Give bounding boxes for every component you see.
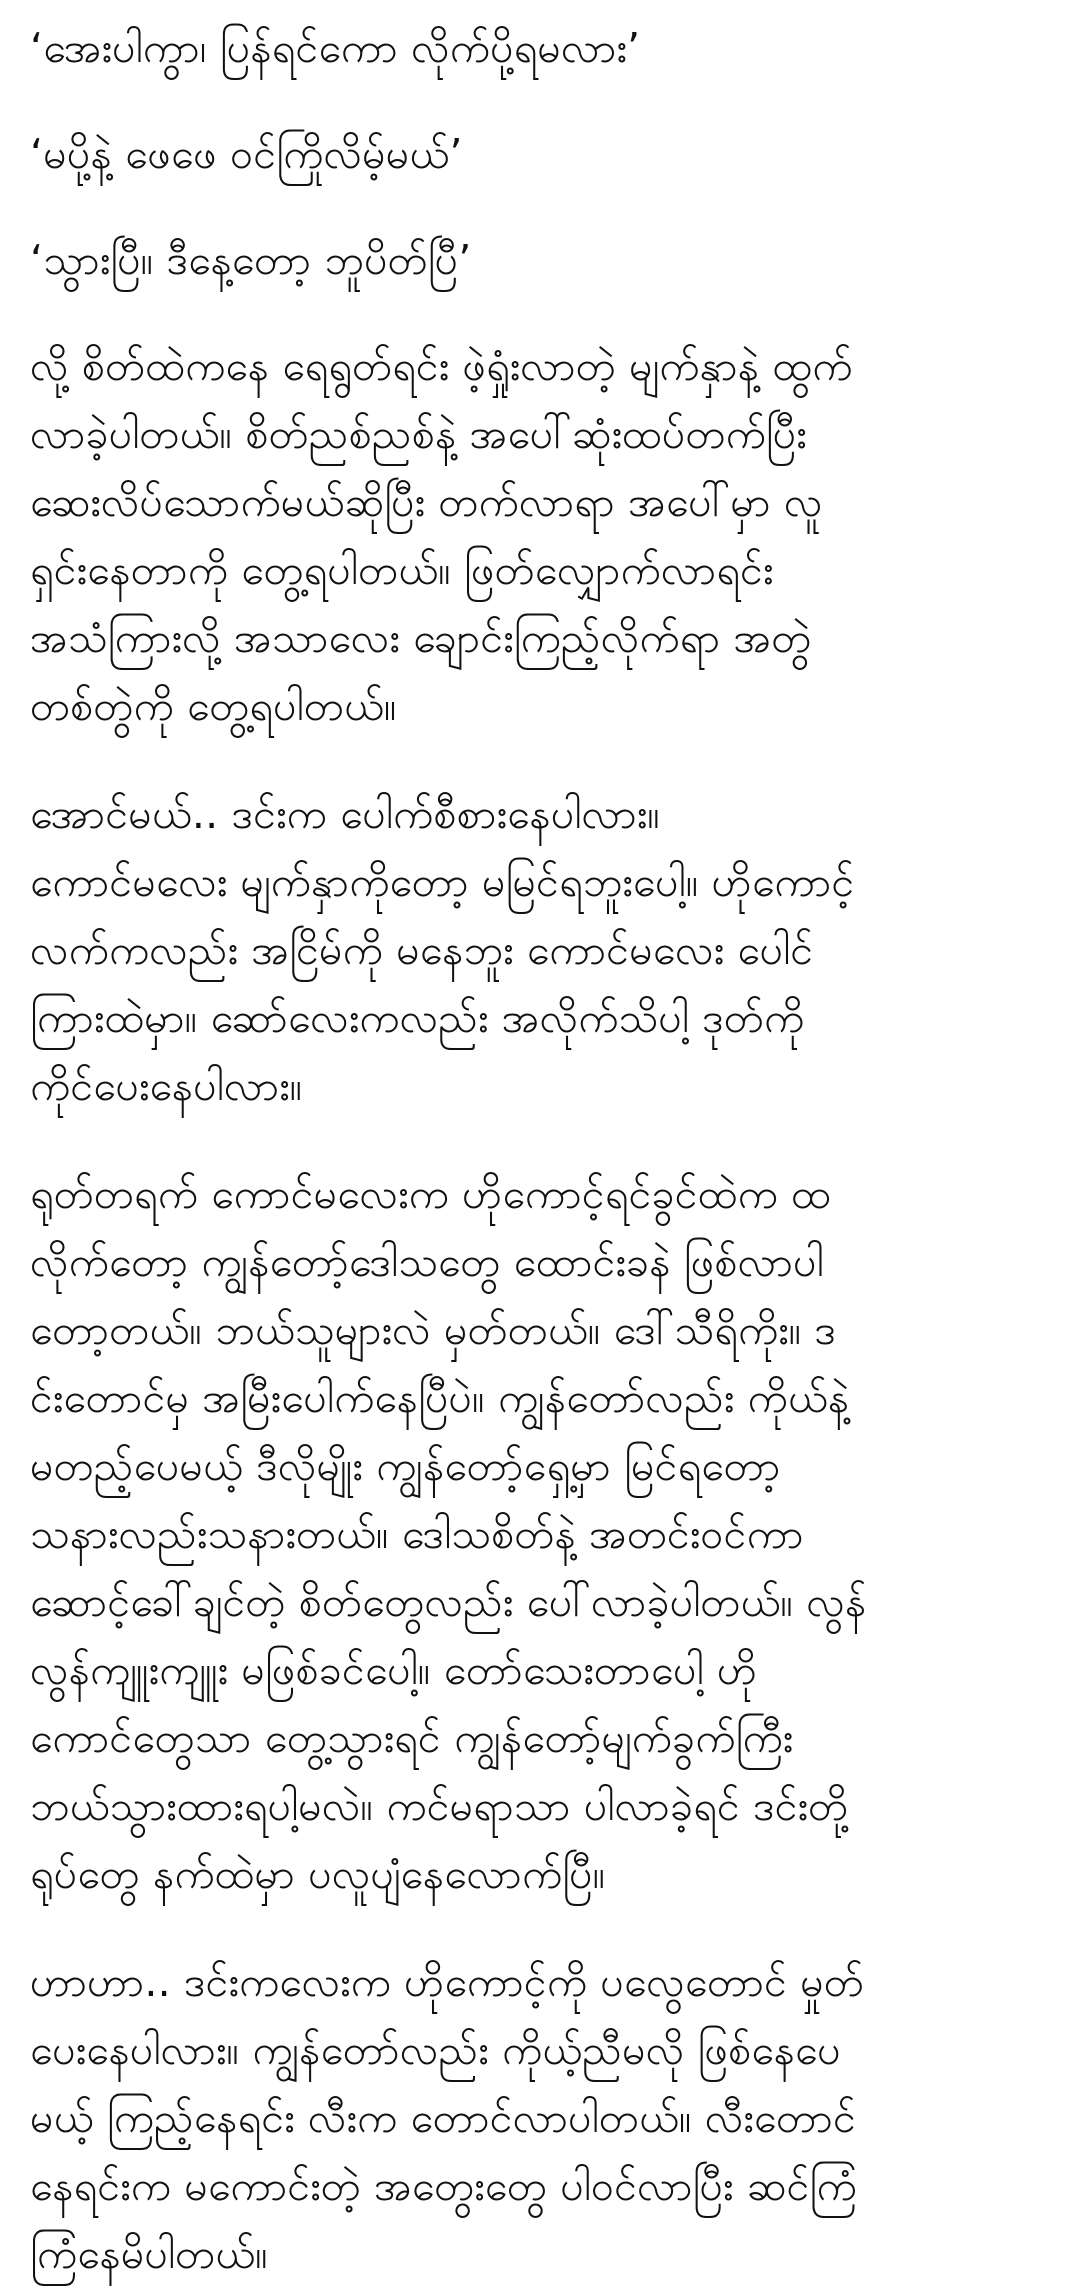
paragraph-line: လိုက်တော့ ကျွန်တော့်ဒေါသတွေ ထောင်းခနဲ ဖြစ်လာပါ xyxy=(30,1238,824,1286)
paragraph-line: ရှင်းနေတာကို တွေ့ရပါတယ်။ ဖြတ်လျှောက်လာရင်း xyxy=(30,546,774,594)
paragraph-line: ပေးနေပါလား။ ကျွန်တော်လည်း ကိုယ့်ညီမလို ဖြစ်နေပေ xyxy=(30,2026,841,2074)
paragraph-line: င်းတောင်မှ အမြီးပေါက်နေပြီပဲ။ ကျွန်တော်လည်း ကိုယ်နဲ့ xyxy=(30,1374,850,1422)
paragraph-line: ကောင်တွေသာ တွေ့သွားရင် ကျွန်တော့်မျက်ခွက်ကြီး xyxy=(30,1714,794,1762)
paragraph-line: ကောင်မလေး မျက်နှာကိုတော့ မမြင်ရဘူးပေါ့။ ဟိုကောင့် xyxy=(30,858,855,906)
paragraph-line: ကြံနေမိပါတယ်။ xyxy=(30,2230,268,2278)
quote-block xyxy=(30,14,1054,294)
paragraph-line: ကိုင်ပေးနေပါလား။ xyxy=(30,1062,303,1110)
story-paragraph xyxy=(30,1948,1054,2288)
paragraph-line: လို့ စိတ်ထဲကနေ ရေရွတ်ရင်း ဖဲ့ရှုံးလာတဲ့ မျက်နှာနဲ့ ထွက် xyxy=(30,342,853,390)
quote-line: ‘အေးပါကွာ၊ ပြန်ရင်ကော လိုက်ပို့ရမလား’ xyxy=(30,24,641,72)
paragraph-line: ဟာဟာ.. ဒင်းကလေးက ဟိုကောင့်ကို ပလွေတောင် မှုတ် xyxy=(30,1958,865,2006)
paragraph-line: ရုတ်တရက် ကောင်မလေးက ဟိုကောင့်ရင်ခွင်ထဲက ထ xyxy=(30,1170,831,1218)
paragraph-line: လွန်ကျူးကျူး မဖြစ်ခင်ပေါ့။ တော်သေးတာပေါ့ ဟို xyxy=(30,1646,758,1694)
paragraph-line: တော့တယ်။ ဘယ်သူများလဲ မှတ်တယ်။ ဒေါ်သီရိကိုး။ ဒ xyxy=(30,1306,837,1354)
quote-line: ‘သွားပြီ။ ဒီနေ့တော့ ဘူပိတ်ပြီ’ xyxy=(30,236,472,284)
story-paragraph xyxy=(30,780,1054,1120)
paragraph-line: တစ်တွဲကို တွေ့ရပါတယ်။ xyxy=(30,682,397,730)
paragraph-line: မယ့် ကြည့်နေရင်း လီးက တောင်လာပါတယ်။ လီးတောင် xyxy=(30,2094,857,2142)
paragraph-line: ရုပ်တွေ နက်ထဲမှာ ပလူပျံနေလောက်ပြီ။ xyxy=(30,1850,606,1898)
paragraph-line: နေရင်းက မကောင်းတဲ့ အတွေးတွေ ပါဝင်လာပြီး ဆင်ကြံ xyxy=(30,2162,857,2210)
paragraph-line: အောင်မယ်.. ဒင်းက ပေါက်စီစားနေပါလား။ xyxy=(30,790,661,838)
paragraph-line: လာခဲ့ပါတယ်။ စိတ်ညစ်ညစ်နဲ့ အပေါ်ဆုံးထပ်တက်ပြီး xyxy=(30,410,807,458)
paragraph-line: လက်ကလည်း အငြိမ်ကို မနေဘူး ကောင်မလေး ပေါင် xyxy=(30,926,814,974)
paragraph-line: အသံကြားလို့ အသာလေး ချောင်းကြည့်လိုက်ရာ အတွဲ xyxy=(30,614,812,662)
quote-line: ‘မပို့နဲ့ ဖေဖေ ဝင်ကြိုလိမ့်မယ်’ xyxy=(30,130,463,178)
paragraph-line: ဆေးလိပ်သောက်မယ်ဆိုပြီး တက်လာရာ အပေါ်မှာ လူ xyxy=(30,478,823,526)
paragraph-line: ဘယ်သွားထားရပါ့မလဲ။ ကင်မရာသာ ပါလာခဲ့ရင် ဒင်းတို့ xyxy=(30,1782,849,1830)
story-paragraph xyxy=(30,1160,1054,1908)
paragraph-line: သနားလည်းသနားတယ်။ ဒေါသစိတ်နဲ့ အတင်းဝင်ကာ xyxy=(30,1510,804,1558)
story-paragraph xyxy=(30,332,1054,740)
paragraph-line: ဆောင့်ခေါ်ချင်တဲ့ စိတ်တွေလည်း ပေါ်လာခဲ့ပါတယ်။ လွန် xyxy=(30,1578,867,1626)
paragraph-line: မတည့်ပေမယ့် ဒီလိုမျိုး ကျွန်တော့်ရှေ့မှာ မြင်ရတော့ xyxy=(30,1442,781,1490)
paragraph-line: ကြားထဲမှာ။ ဆော်လေးကလည်း အလိုက်သိပါ့ ဒုတ်ကို xyxy=(30,994,805,1042)
